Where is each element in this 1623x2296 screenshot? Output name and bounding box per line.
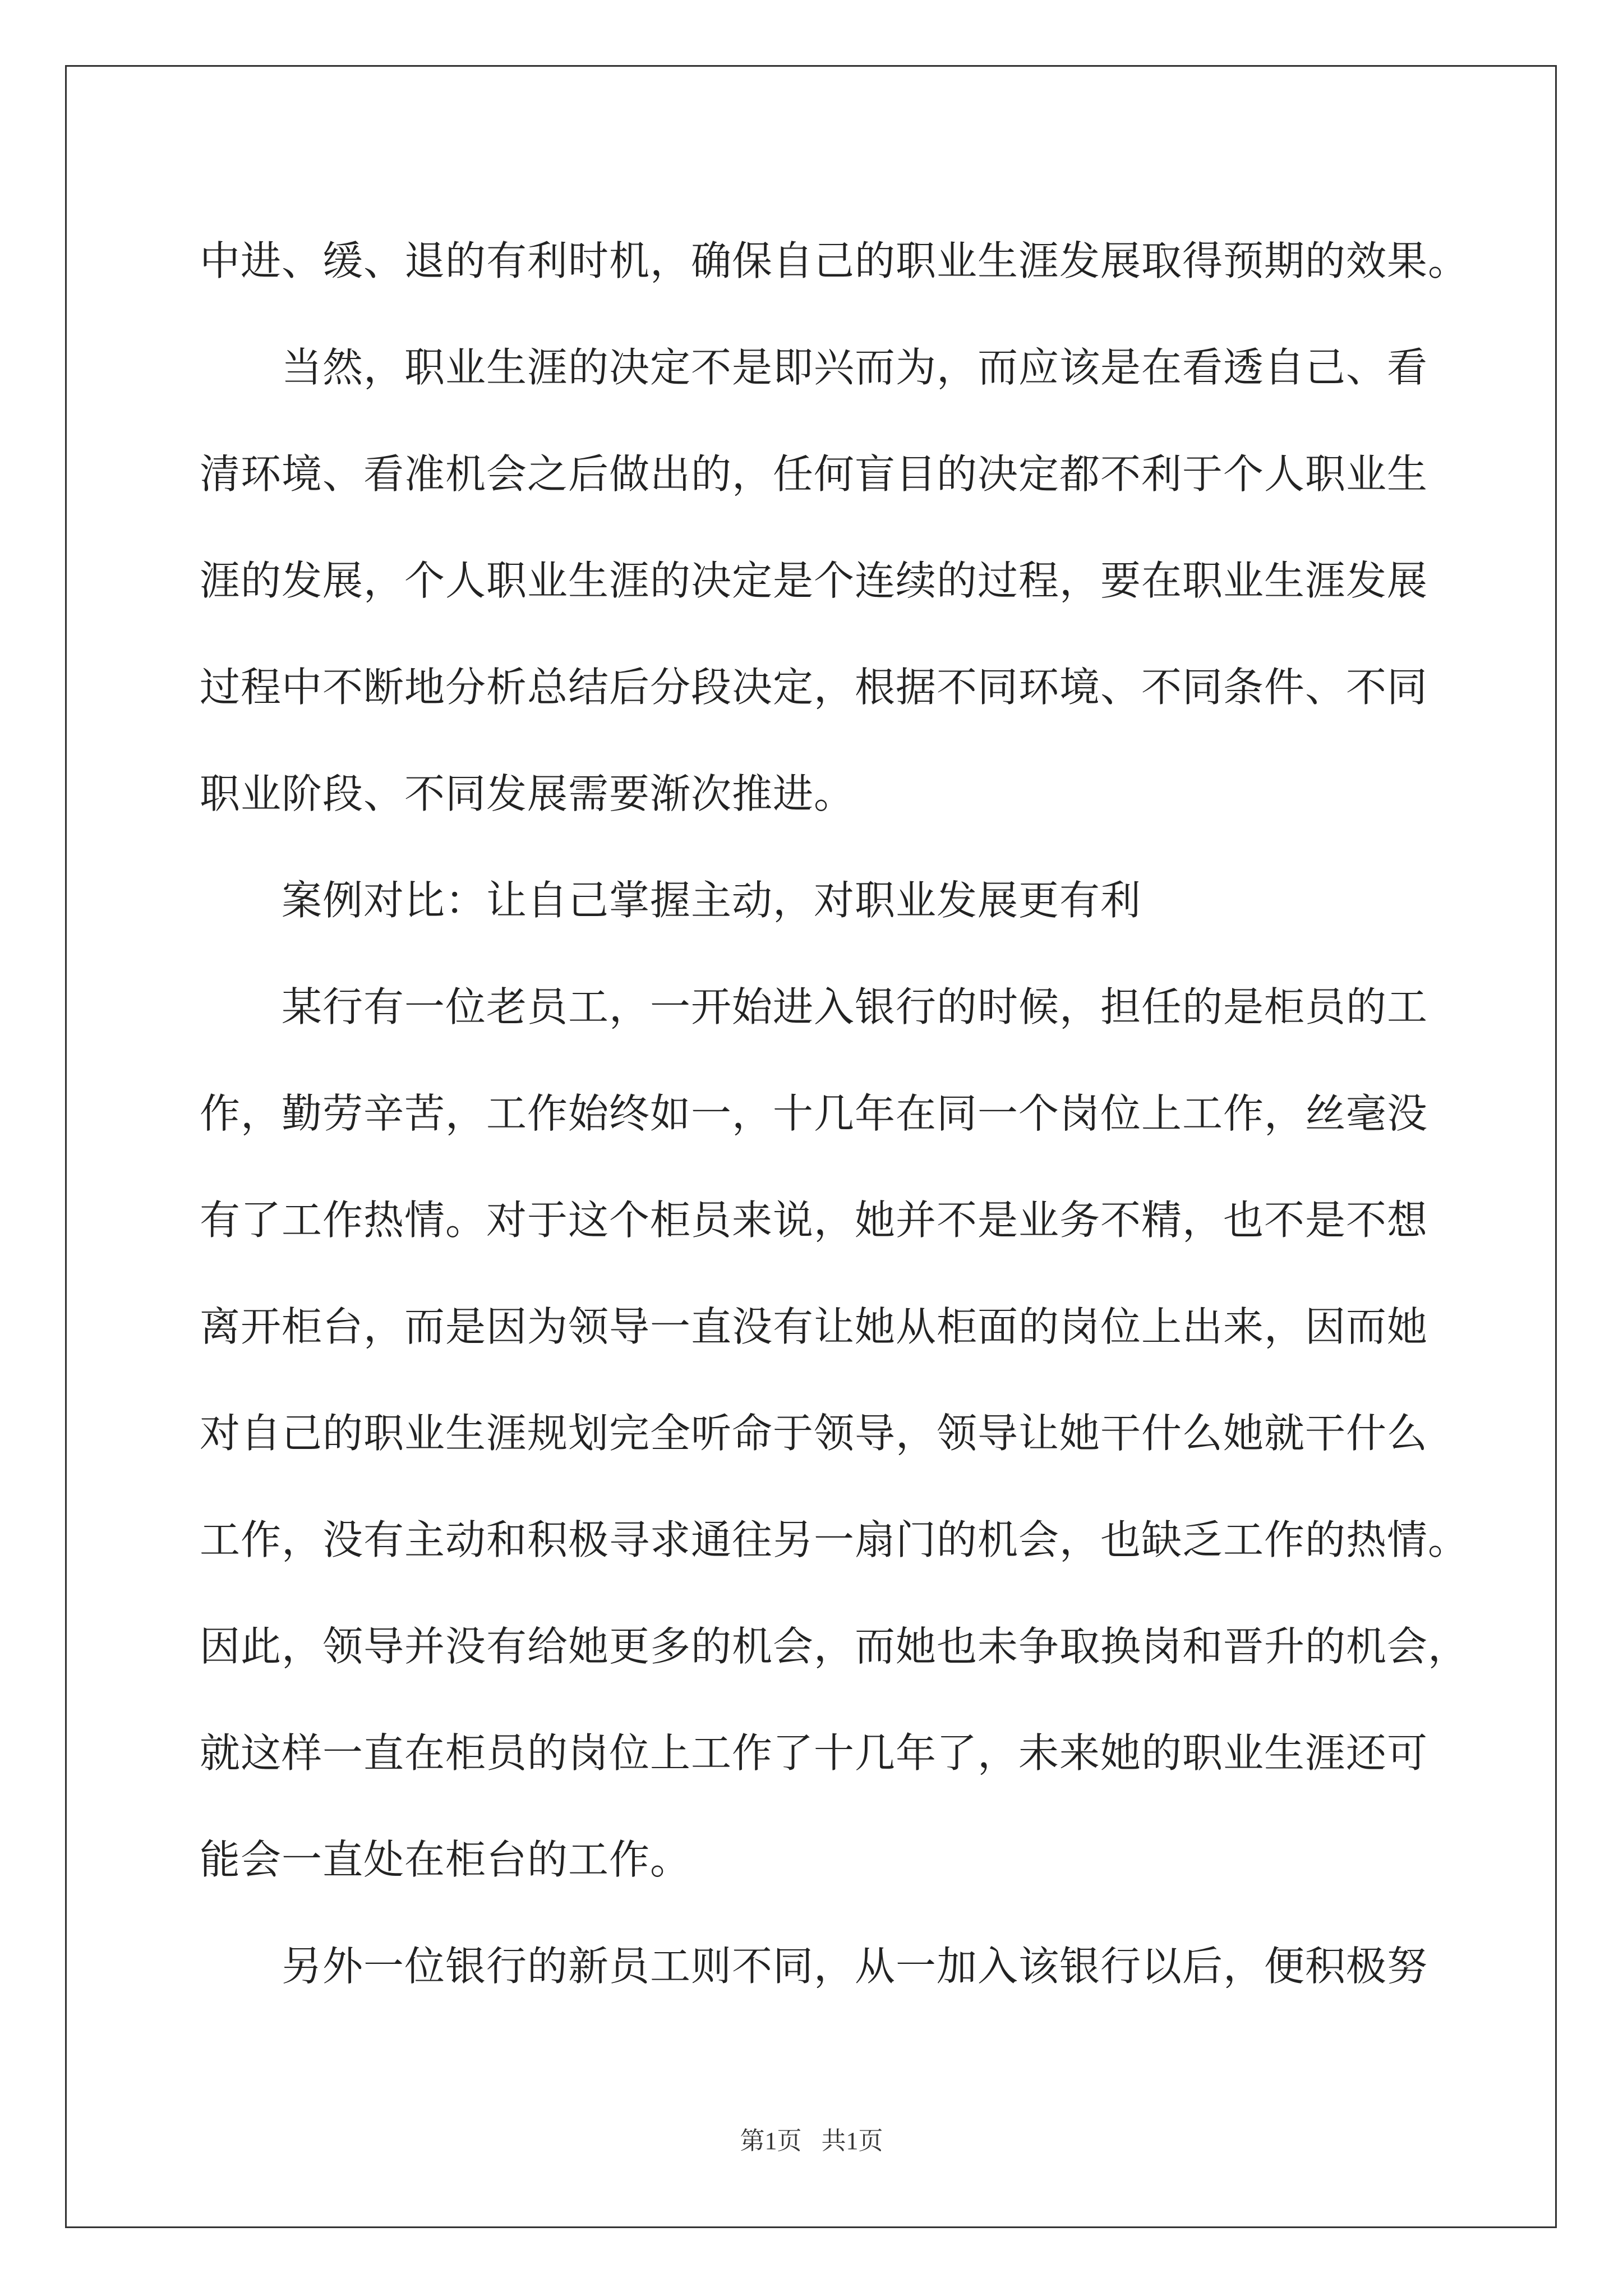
text-line: 涯的发展，个人职业生涯的决定是个连续的过程，要在职业生涯发展	[200, 557, 1428, 604]
text-line: 某行有一位老员工，一开始进入银行的时候，担任的是柜员的工	[200, 983, 1428, 1030]
text-line: 有了工作热情。对于这个柜员来说，她并不是业务不精，也不是不想	[200, 1197, 1428, 1244]
text-line: 清环境、看准机会之后做出的，任何盲目的决定都不利于个人职业生	[200, 450, 1428, 498]
text-line: 职业阶段、不同发展需要渐次推进。	[200, 770, 855, 817]
text-line: 另外一位银行的新员工则不同，从一加入该银行以后，便积极努	[200, 1943, 1428, 1990]
page-number: 第1页	[740, 2127, 802, 2155]
page-footer	[0, 2120, 1623, 2156]
page-total: 共1页	[821, 2127, 883, 2155]
text-line: 离开柜台，而是因为领导一直没有让她从柜面的岗位上出来，因而她	[200, 1303, 1428, 1350]
document-body	[200, 208, 1469, 2019]
text-line: 中进、缓、退的有利时机，确保自己的职业生涯发展取得预期的效果。	[200, 237, 1469, 284]
text-line: 对自己的职业生涯规划完全听命于领导，领导让她干什么她就干什么	[200, 1410, 1428, 1457]
text-line: 因此，领导并没有给她更多的机会，而她也未争取换岗和晋升的机会，	[200, 1623, 1469, 1670]
text-line: 当然，职业生涯的决定不是即兴而为，而应该是在看透自己、看	[200, 344, 1428, 391]
text-line: 过程中不断地分析总结后分段决定，根据不同环境、不同条件、不同	[200, 664, 1428, 711]
text-line: 工作，没有主动和积极寻求通往另一扇门的机会，也缺乏工作的热情。	[200, 1516, 1469, 1563]
text-line: 就这样一直在柜员的岗位上工作了十几年了，未来她的职业生涯还可	[200, 1729, 1428, 1777]
text-line: 能会一直处在柜台的工作。	[200, 1836, 691, 1883]
text-line: 作，勤劳辛苦，工作始终如一，十几年在同一个岗位上工作，丝毫没	[200, 1090, 1428, 1137]
text-line: 案例对比：让自己掌握主动，对职业发展更有利	[200, 877, 1142, 924]
